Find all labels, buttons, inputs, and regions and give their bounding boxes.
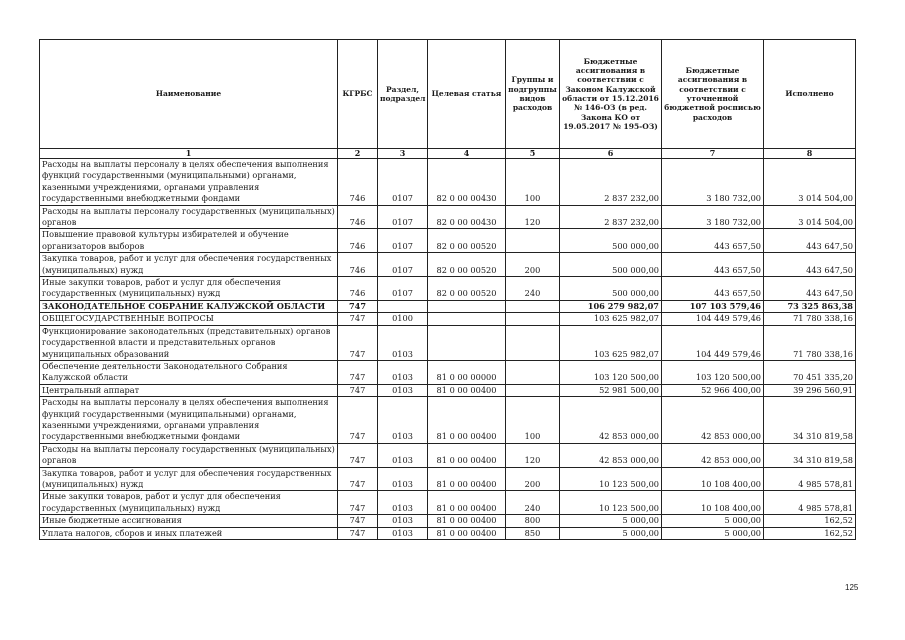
table-row (40, 205, 856, 229)
row-target (428, 313, 506, 325)
row-kgrbs: 746 (338, 205, 378, 229)
row-target: 81 0 00 00400 (428, 491, 506, 515)
row-executed-amount: 73 325 863,38 (764, 300, 856, 312)
column-number: 1 (40, 149, 338, 159)
table-row (40, 527, 856, 539)
row-executed-amount: 34 310 819,58 (764, 443, 856, 467)
row-name: ЗАКОНОДАТЕЛЬНОЕ СОБРАНИЕ КАЛУЖСКОЙ ОБЛАСТИ (40, 300, 338, 312)
row-group: 240 (506, 491, 560, 515)
row-kgrbs: 746 (338, 229, 378, 253)
row-section: 0103 (378, 515, 428, 527)
header-section: Раздел, подраздел (378, 40, 428, 149)
row-law-amount: 5 000,00 (560, 527, 662, 539)
row-group: 100 (506, 159, 560, 206)
row-target: 81 0 00 00400 (428, 443, 506, 467)
row-law-amount: 500 000,00 (560, 253, 662, 277)
table-row (40, 253, 856, 277)
row-target (428, 325, 506, 360)
row-kgrbs: 747 (338, 360, 378, 384)
row-executed-amount: 3 014 504,00 (764, 159, 856, 206)
row-group (506, 313, 560, 325)
row-roster-amount: 107 103 579,46 (662, 300, 764, 312)
row-executed-amount: 34 310 819,58 (764, 397, 856, 444)
row-group (506, 325, 560, 360)
row-group: 850 (506, 527, 560, 539)
row-section: 0107 (378, 159, 428, 206)
row-name: Уплата налогов, сборов и иных платежей (40, 527, 338, 539)
column-number: 5 (506, 149, 560, 159)
header-executed: Исполнено (764, 40, 856, 149)
row-target: 81 0 00 00000 (428, 360, 506, 384)
header-target: Целевая статья (428, 40, 506, 149)
row-roster-amount: 5 000,00 (662, 515, 764, 527)
row-target: 82 0 00 00520 (428, 229, 506, 253)
row-section: 0103 (378, 397, 428, 444)
row-kgrbs: 747 (338, 515, 378, 527)
row-law-amount: 42 853 000,00 (560, 443, 662, 467)
table-row (40, 397, 856, 444)
table-row (40, 515, 856, 527)
row-executed-amount: 443 647,50 (764, 277, 856, 301)
row-executed-amount: 443 647,50 (764, 229, 856, 253)
row-executed-amount: 3 014 504,00 (764, 205, 856, 229)
row-group (506, 229, 560, 253)
row-roster-amount: 443 657,50 (662, 277, 764, 301)
row-section: 0107 (378, 277, 428, 301)
row-roster-amount: 5 000,00 (662, 527, 764, 539)
row-roster-amount: 10 108 400,00 (662, 467, 764, 491)
row-section: 0103 (378, 384, 428, 396)
header-assign-law: Бюджетные ассигнования в соответствии с Законом Калужской области от 15.12.2016 № 146-ОЗ (в ред. Закона КО от 19.05.2017 № 195-ОЗ) (560, 40, 662, 149)
row-kgrbs: 746 (338, 159, 378, 206)
row-kgrbs: 746 (338, 253, 378, 277)
row-executed-amount: 71 780 338,16 (764, 325, 856, 360)
page-number: 125 (845, 583, 859, 592)
row-target: 82 0 00 00430 (428, 159, 506, 206)
column-number: 2 (338, 149, 378, 159)
row-kgrbs: 747 (338, 384, 378, 396)
row-law-amount: 2 837 232,00 (560, 205, 662, 229)
row-law-amount: 500 000,00 (560, 229, 662, 253)
row-name: Иные закупки товаров, работ и услуг для обеспечения государственных (муниципальных) нужд (40, 491, 338, 515)
row-name: Расходы на выплаты персоналу в целях обеспечения выполнения функций государственными (муниципальными) органами, казенными учреждениями, органами управления государственными внебюджетными фондами (40, 397, 338, 444)
row-target: 81 0 00 00400 (428, 397, 506, 444)
row-group (506, 360, 560, 384)
row-name: ОБЩЕГОСУДАРСТВЕННЫЕ ВОПРОСЫ (40, 313, 338, 325)
row-roster-amount: 10 108 400,00 (662, 491, 764, 515)
column-number-row (40, 149, 856, 159)
row-target: 81 0 00 00400 (428, 467, 506, 491)
row-section: 0103 (378, 360, 428, 384)
row-name: Закупка товаров, работ и услуг для обеспечения государственных (муниципальных) нужд (40, 467, 338, 491)
row-section: 0103 (378, 527, 428, 539)
row-section: 0103 (378, 491, 428, 515)
row-name: Расходы на выплаты персоналу в целях обеспечения выполнения функций государственными (муниципальными) органами, казенными учреждениями, органами управления государственными внебюджетными фондами (40, 159, 338, 206)
row-kgrbs: 747 (338, 467, 378, 491)
table-row (40, 491, 856, 515)
table-row (40, 313, 856, 325)
row-roster-amount: 52 966 400,00 (662, 384, 764, 396)
row-group: 240 (506, 277, 560, 301)
row-roster-amount: 3 180 732,00 (662, 205, 764, 229)
row-law-amount: 10 123 500,00 (560, 491, 662, 515)
row-section: 0100 (378, 313, 428, 325)
row-target (428, 300, 506, 312)
row-name: Обеспечение деятельности Законодательного Собрания Калужской области (40, 360, 338, 384)
row-law-amount: 500 000,00 (560, 277, 662, 301)
row-section (378, 300, 428, 312)
row-section: 0107 (378, 229, 428, 253)
row-section: 0107 (378, 253, 428, 277)
row-law-amount: 42 853 000,00 (560, 397, 662, 444)
row-group: 120 (506, 443, 560, 467)
row-roster-amount: 104 449 579,46 (662, 313, 764, 325)
row-group: 800 (506, 515, 560, 527)
row-roster-amount: 103 120 500,00 (662, 360, 764, 384)
row-roster-amount: 443 657,50 (662, 229, 764, 253)
row-kgrbs: 747 (338, 527, 378, 539)
row-executed-amount: 162,52 (764, 527, 856, 539)
row-target: 82 0 00 00520 (428, 277, 506, 301)
row-name: Иные бюджетные ассигнования (40, 515, 338, 527)
row-group (506, 384, 560, 396)
row-name: Иные закупки товаров, работ и услуг для обеспечения государственных (муниципальных) нужд (40, 277, 338, 301)
row-law-amount: 10 123 500,00 (560, 467, 662, 491)
row-group: 120 (506, 205, 560, 229)
table-row (40, 325, 856, 360)
row-target: 81 0 00 00400 (428, 384, 506, 396)
row-law-amount: 103 120 500,00 (560, 360, 662, 384)
table-row (40, 443, 856, 467)
row-kgrbs: 747 (338, 313, 378, 325)
row-target: 82 0 00 00430 (428, 205, 506, 229)
column-number: 3 (378, 149, 428, 159)
row-executed-amount: 71 780 338,16 (764, 313, 856, 325)
column-number: 7 (662, 149, 764, 159)
row-roster-amount: 42 853 000,00 (662, 397, 764, 444)
row-name: Закупка товаров, работ и услуг для обеспечения государственных (муниципальных) нужд (40, 253, 338, 277)
header-name: Наименование (40, 40, 338, 149)
column-number: 4 (428, 149, 506, 159)
row-law-amount: 106 279 982,07 (560, 300, 662, 312)
row-name: Повышение правовой культуры избирателей и обучение организаторов выборов (40, 229, 338, 253)
row-name: Функционирование законодательных (представительных) органов государственной власти и представительных органов муниципальных образований (40, 325, 338, 360)
row-group (506, 300, 560, 312)
row-kgrbs: 747 (338, 443, 378, 467)
budget-table (39, 39, 856, 540)
row-law-amount: 103 625 982,07 (560, 313, 662, 325)
row-law-amount: 5 000,00 (560, 515, 662, 527)
row-law-amount: 2 837 232,00 (560, 159, 662, 206)
row-section: 0103 (378, 467, 428, 491)
header-row (40, 40, 856, 149)
row-section: 0103 (378, 443, 428, 467)
row-executed-amount: 443 647,50 (764, 253, 856, 277)
table-body (40, 159, 856, 540)
table-row (40, 384, 856, 396)
table-row (40, 159, 856, 206)
column-number: 8 (764, 149, 856, 159)
row-executed-amount: 4 985 578,81 (764, 491, 856, 515)
table-row (40, 229, 856, 253)
header-assign-roster: Бюджетные ассигнования в соответствии с уточненной бюджетной росписью расходов (662, 40, 764, 149)
column-number: 6 (560, 149, 662, 159)
row-roster-amount: 104 449 579,46 (662, 325, 764, 360)
row-kgrbs: 747 (338, 325, 378, 360)
row-kgrbs: 747 (338, 397, 378, 444)
row-name: Центральный аппарат (40, 384, 338, 396)
row-section: 0103 (378, 325, 428, 360)
row-group: 200 (506, 467, 560, 491)
row-executed-amount: 39 296 560,91 (764, 384, 856, 396)
table-row (40, 467, 856, 491)
row-target: 81 0 00 00400 (428, 515, 506, 527)
row-name: Расходы на выплаты персоналу государственных (муниципальных) органов (40, 205, 338, 229)
row-law-amount: 103 625 982,07 (560, 325, 662, 360)
row-group: 100 (506, 397, 560, 444)
row-executed-amount: 70 451 335,20 (764, 360, 856, 384)
table-row (40, 300, 856, 312)
row-target: 81 0 00 00400 (428, 527, 506, 539)
header-groups: Группы и подгруппы видов расходов (506, 40, 560, 149)
table-row (40, 360, 856, 384)
row-executed-amount: 162,52 (764, 515, 856, 527)
row-kgrbs: 746 (338, 277, 378, 301)
row-law-amount: 52 981 500,00 (560, 384, 662, 396)
row-target: 82 0 00 00520 (428, 253, 506, 277)
row-roster-amount: 443 657,50 (662, 253, 764, 277)
row-roster-amount: 42 853 000,00 (662, 443, 764, 467)
row-kgrbs: 747 (338, 491, 378, 515)
row-group: 200 (506, 253, 560, 277)
row-kgrbs: 747 (338, 300, 378, 312)
row-section: 0107 (378, 205, 428, 229)
row-roster-amount: 3 180 732,00 (662, 159, 764, 206)
row-name: Расходы на выплаты персоналу государственных (муниципальных) органов (40, 443, 338, 467)
row-executed-amount: 4 985 578,81 (764, 467, 856, 491)
table-row (40, 277, 856, 301)
header-kgrbs: КГРБС (338, 40, 378, 149)
